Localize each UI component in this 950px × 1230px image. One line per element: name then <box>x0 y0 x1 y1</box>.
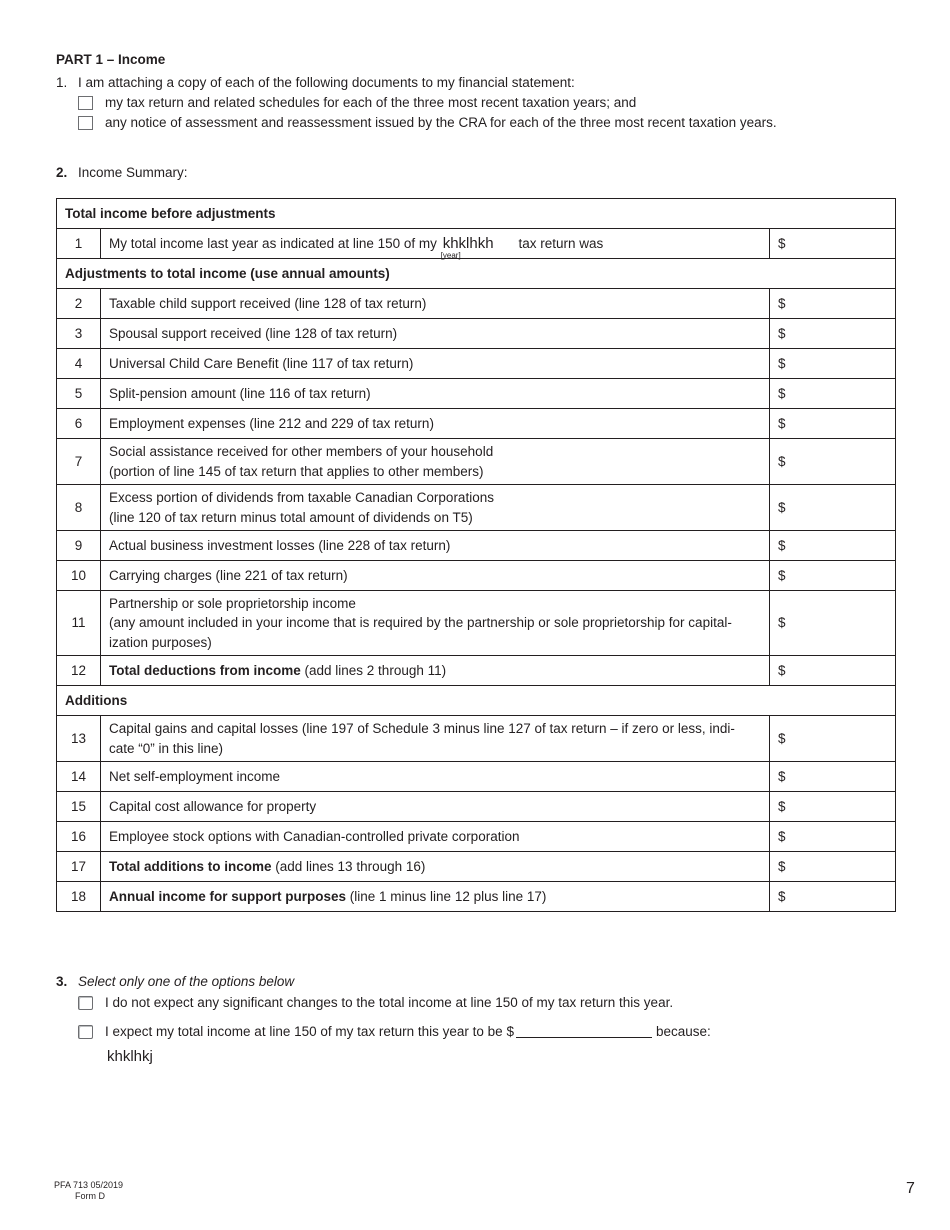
row-description: Taxable child support received (line 128 of tax return) <box>101 289 770 319</box>
row-number: 11 <box>57 591 101 656</box>
row-rest-label: (line 1 minus line 12 plus line 17) <box>346 888 547 904</box>
table-row <box>57 349 896 379</box>
form-code: PFA 713 05/2019 <box>54 1180 124 1190</box>
row-bold-label: Annual income for support purposes <box>109 888 347 904</box>
row-line-1: Capital gains and capital losses (line 197 of Schedule 3 minus line 127 of tax return – if zero or less, indi- <box>109 721 735 736</box>
row-line-1: Partnership or sole proprietorship income <box>109 595 356 611</box>
amount-field[interactable]: $ <box>770 319 896 349</box>
row-number: 2 <box>57 289 101 319</box>
radio-expect-change[interactable] <box>78 1025 93 1039</box>
row-number: 14 <box>57 762 101 792</box>
amount-field[interactable]: $ <box>770 656 896 686</box>
amount-field[interactable]: $ <box>770 852 896 882</box>
table-row-total-deductions <box>57 656 896 686</box>
checkbox-tax-return[interactable] <box>78 96 93 110</box>
row-rest-label: (add lines 2 through 11) <box>300 662 447 678</box>
row-rest-label: (add lines 13 through 16) <box>271 858 426 874</box>
table-row <box>57 485 896 531</box>
q1-option-notice[interactable] <box>78 115 777 130</box>
table-row <box>57 792 896 822</box>
row-number: 18 <box>57 882 101 912</box>
row-description <box>101 591 770 656</box>
section-additions-label: Additions <box>57 686 896 716</box>
question-2-number: 2. <box>56 165 68 180</box>
row-bold-label: Total additions to income <box>109 858 272 874</box>
q3-option-2-suffix: because: <box>655 1024 711 1039</box>
row-number: 4 <box>57 349 101 379</box>
row1-prefix: My total income last year as indicated at line 150 of my <box>109 235 437 251</box>
table-row <box>57 409 896 439</box>
section-additions <box>57 686 896 716</box>
amount-field[interactable]: $ <box>770 762 896 792</box>
q1-option-tax-return[interactable] <box>78 95 636 110</box>
page-number: 7 <box>906 1180 915 1197</box>
row-number: 17 <box>57 852 101 882</box>
row-description <box>101 852 770 882</box>
row-description: Actual business investment losses (line 228 of tax return) <box>101 531 770 561</box>
question-3-text: Select only one of the options below <box>78 974 295 989</box>
table-row <box>57 319 896 349</box>
table-row <box>57 716 896 762</box>
question-1-text: I am attaching a copy of each of the following documents to my financial statement: <box>78 75 575 90</box>
section-total-income <box>57 199 896 229</box>
row-description: Split-pension amount (line 116 of tax return) <box>101 379 770 409</box>
section-adjustments <box>57 259 896 289</box>
row-number: 6 <box>57 409 101 439</box>
table-row <box>57 561 896 591</box>
amount-field[interactable]: $ <box>770 792 896 822</box>
row-number: 12 <box>57 656 101 686</box>
row-description: Carrying charges (line 221 of tax return) <box>101 561 770 591</box>
table-row <box>57 439 896 485</box>
q1-option-2-label: any notice of assessment and reassessment issued by the CRA for each of the three most recent taxation years. <box>105 115 777 130</box>
amount-field[interactable]: $ <box>770 409 896 439</box>
row-description <box>101 485 770 531</box>
row-description: Capital cost allowance for property <box>101 792 770 822</box>
question-2-text: Income Summary: <box>78 165 188 180</box>
row-number: 1 <box>57 229 101 259</box>
row-description <box>101 716 770 762</box>
row-description <box>101 439 770 485</box>
checkbox-notice-assessment[interactable] <box>78 116 93 130</box>
q3-option-2-prefix: I expect my total income at line 150 of my tax return this year to be $ <box>105 1024 514 1039</box>
row-bold-label: Total deductions from income <box>109 662 301 678</box>
row-number: 16 <box>57 822 101 852</box>
row-description: Employment expenses (line 212 and 229 of tax return) <box>101 409 770 439</box>
table-row-annual-income <box>57 882 896 912</box>
question-2 <box>56 165 188 180</box>
q1-option-1-label: my tax return and related schedules for each of the three most recent taxation years; and <box>105 95 637 110</box>
part-title: PART 1 – Income <box>56 52 166 67</box>
amount-field[interactable]: $ <box>770 531 896 561</box>
row1-suffix: tax return was <box>518 235 604 251</box>
row-number: 10 <box>57 561 101 591</box>
table-row <box>57 379 896 409</box>
row-line-1: Social assistance received for other members of your household <box>109 444 494 459</box>
row-description <box>101 882 770 912</box>
q3-option-no-change[interactable] <box>78 995 673 1010</box>
row-number: 5 <box>57 379 101 409</box>
row-line-2: (any amount included in your income that is required by the partnership or sole proprietorship for capital- <box>109 615 732 631</box>
question-1 <box>56 75 575 90</box>
radio-no-change[interactable] <box>78 996 93 1010</box>
row-description: Universal Child Care Benefit (line 117 of tax return) <box>101 349 770 379</box>
row-number: 13 <box>57 716 101 762</box>
table-row <box>57 229 896 259</box>
row-number: 15 <box>57 792 101 822</box>
table-row <box>57 289 896 319</box>
amount-field[interactable]: $ <box>770 591 896 656</box>
row-number: 3 <box>57 319 101 349</box>
because-answer-field[interactable]: khklhkj <box>107 1048 153 1065</box>
row-description <box>101 229 770 259</box>
section-adjustments-label: Adjustments to total income (use annual amounts) <box>57 259 896 289</box>
income-summary-table <box>56 198 896 912</box>
row-number: 8 <box>57 485 101 531</box>
table-row <box>57 591 896 656</box>
amount-field[interactable]: $ <box>770 561 896 591</box>
year-field[interactable] <box>440 234 515 260</box>
expected-income-field[interactable] <box>516 1025 652 1038</box>
table-row <box>57 822 896 852</box>
table-row <box>57 762 896 792</box>
amount-field[interactable]: $ <box>770 289 896 319</box>
question-3 <box>56 974 294 989</box>
row-description <box>101 656 770 686</box>
year-label: [year] <box>440 250 461 260</box>
amount-field[interactable]: $ <box>770 485 896 531</box>
row-number: 7 <box>57 439 101 485</box>
q3-option-expect-change[interactable] <box>78 1024 711 1039</box>
amount-field[interactable]: $ <box>770 229 896 259</box>
table-row-total-additions <box>57 852 896 882</box>
row-line-2: (portion of line 145 of tax return that applies to other members) <box>109 463 484 479</box>
question-3-number: 3. <box>56 974 68 989</box>
section-total-income-label: Total income before adjustments <box>57 199 896 229</box>
row-line-3: ization purposes) <box>109 634 212 650</box>
amount-field[interactable]: $ <box>770 439 896 485</box>
amount-field[interactable]: $ <box>770 379 896 409</box>
amount-field[interactable]: $ <box>770 349 896 379</box>
row-description: Employee stock options with Canadian-controlled private corporation <box>101 822 770 852</box>
table-row <box>57 531 896 561</box>
amount-field[interactable]: $ <box>770 716 896 762</box>
amount-field[interactable]: $ <box>770 822 896 852</box>
question-1-number: 1. <box>56 75 68 90</box>
form-name: Form D <box>75 1191 105 1201</box>
row-line-2: cate “0” in this line) <box>109 740 224 756</box>
amount-field[interactable]: $ <box>770 882 896 912</box>
row-description: Spousal support received (line 128 of tax return) <box>101 319 770 349</box>
row-line-1: Excess portion of dividends from taxable Canadian Corporations <box>109 490 494 505</box>
row-number: 9 <box>57 531 101 561</box>
row-description: Net self-employment income <box>101 762 770 792</box>
year-value[interactable]: khklhkh <box>442 234 494 252</box>
row-line-2: (line 120 of tax return minus total amount of dividends on T5) <box>109 509 473 525</box>
q3-option-1-label: I do not expect any significant changes to the total income at line 150 of my tax return this year. <box>105 995 674 1010</box>
